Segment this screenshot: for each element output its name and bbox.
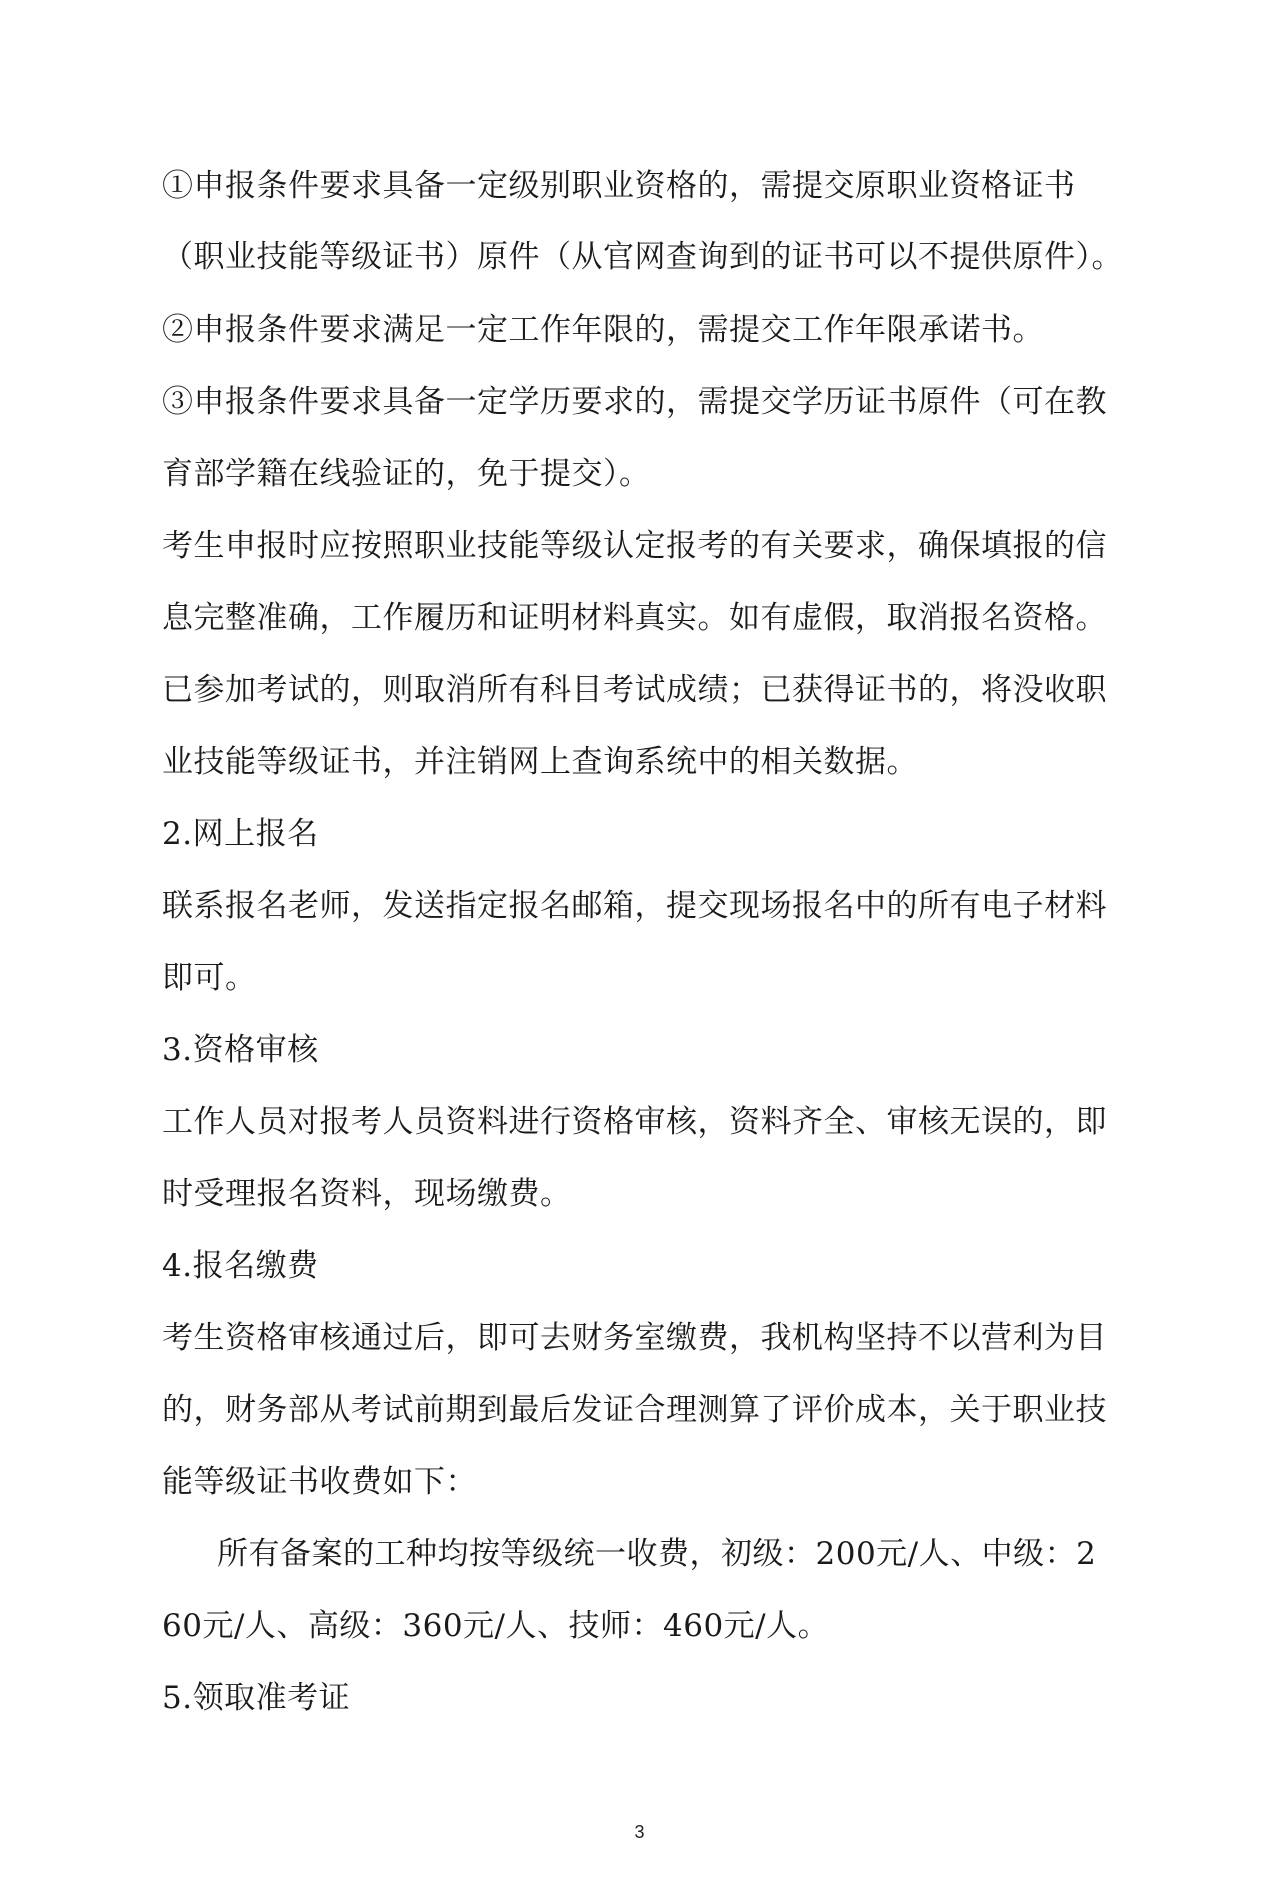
section-heading-admission-ticket: 5.领取准考证: [162, 1680, 351, 1716]
text-line-18: 的，财务部从考试前期到最后发证合理测算了评价成本，关于职业技: [162, 1392, 1107, 1428]
text-line-19: 能等级证书收费如下：: [162, 1464, 477, 1500]
section-heading-online-registration: 2.网上报名: [162, 816, 319, 852]
fee-text-line-1: 所有备案的工种均按等级统一收费，初级：200元/人、中级：2: [217, 1536, 1097, 1572]
fee-text-line-2: 60元/人、高级：360元/人、技师：460元/人。: [162, 1608, 830, 1644]
text-line-15: 时受理报名资料，现场缴费。: [162, 1176, 572, 1212]
section-heading-registration-fee: 4.报名缴费: [162, 1248, 319, 1284]
text-line-17: 考生资格审核通过后，即可去财务室缴费，我机构坚持不以营利为目: [162, 1320, 1107, 1356]
section-heading-qualification-review: 3.资格审核: [162, 1032, 319, 1068]
text-line-6: 考生申报时应按照职业技能等级认定报考的有关要求，确保填报的信: [162, 528, 1107, 564]
text-line-8: 已参加考试的，则取消所有科目考试成绩；已获得证书的，将没收职: [162, 672, 1107, 708]
text-line-14: 工作人员对报考人员资料进行资格审核，资料齐全、审核无误的，即: [162, 1104, 1107, 1140]
text-line-4: ③申报条件要求具备一定学历要求的，需提交学历证书原件（可在教: [162, 384, 1107, 420]
text-line-12: 即可。: [162, 960, 257, 996]
text-line-5: 育部学籍在线验证的，免于提交）。: [162, 456, 651, 492]
text-line-9: 业技能等级证书，并注销网上查询系统中的相关数据。: [162, 744, 918, 780]
text-line-7: 息完整准确，工作履历和证明材料真实。如有虚假，取消报名资格。: [162, 600, 1107, 636]
text-line-1: ①申报条件要求具备一定级别职业资格的，需提交原职业资格证书: [162, 168, 1076, 204]
text-line-2: （职业技能等级证书）原件（从官网查询到的证书可以不提供原件）。: [162, 239, 1123, 275]
page-number: 3: [634, 1822, 645, 1842]
text-line-3: ②申报条件要求满足一定工作年限的，需提交工作年限承诺书。: [162, 312, 1044, 348]
text-line-11: 联系报名老师，发送指定报名邮箱，提交现场报名中的所有电子材料: [162, 888, 1107, 924]
